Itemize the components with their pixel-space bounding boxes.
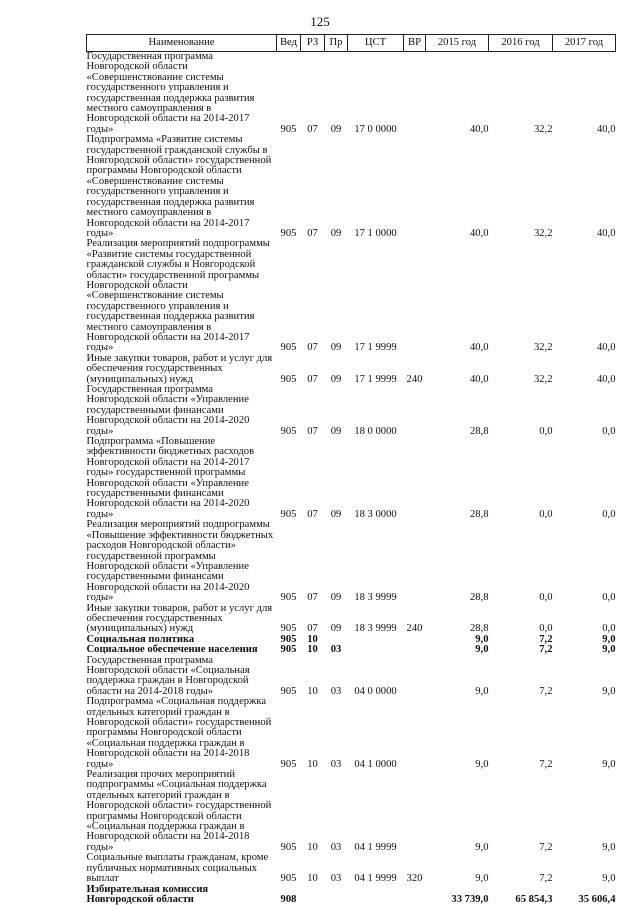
cell-vr (404, 239, 426, 353)
cell-name: Реализация прочих мероприятий подпрограммы «Социальная поддержка отдельных категорий граждан в Новгородской области» государственной программы Новгородской области «Социальная поддержка граждан в Новгородской области на 2014-2018 годы» (86, 769, 272, 853)
cell-cst: 18 3 9999 (354, 623, 397, 635)
table-row (87, 697, 616, 770)
cell-y2017: 35 606,4 (578, 893, 616, 905)
cell-y2017: 0,0 (602, 425, 616, 437)
cell-y2015: 40,0 (469, 342, 489, 354)
cell-cst: 18 0 0000 (354, 425, 397, 437)
cell-y2017: 40,0 (596, 373, 616, 385)
cell-name: Подпрограмма «Развитие системы государственной гражданской службы в Новгородской области» государственной программы Новгородской области «Совершенствование системы государственного управления и государственная поддержка развития местного самоуправления в Новгородской области на 2014-2017 годы» (86, 134, 272, 239)
cell-vr (404, 135, 426, 239)
cell-y2015: 40,0 (469, 373, 489, 385)
cell-pr: 03 (330, 758, 342, 770)
cell-y2015: 40,0 (469, 227, 489, 239)
cell-y2015: 28,8 (469, 425, 489, 437)
table-body (87, 52, 616, 905)
col-header-ved: Вед (277, 35, 301, 52)
cell-rz: 07 (307, 342, 318, 354)
cell-y2017: 40,0 (596, 342, 616, 354)
table-row (87, 52, 616, 136)
cell-ved: 905 (280, 685, 297, 697)
cell-y2015: 9,0 (475, 685, 489, 697)
cell-ved: 905 (280, 508, 297, 520)
cell-y2017: 9,0 (602, 758, 616, 770)
cell-rz: 10 (307, 685, 318, 697)
cell-vr: 240 (406, 623, 423, 635)
cell-name: Социальное обеспечение населения (86, 644, 258, 656)
cell-cst: 04 1 9999 (354, 841, 397, 853)
table-row (87, 770, 616, 853)
cell-name: Избирательная комиссия Новгородской области (86, 883, 209, 905)
cell-ved: 908 (280, 893, 297, 905)
table-row (87, 656, 616, 698)
cell-rz: 10 (307, 841, 318, 853)
cell-y2015: 28,8 (469, 592, 489, 604)
cell-y2015: 9,0 (475, 758, 489, 770)
cell-pr: 03 (330, 685, 342, 697)
cell-cst: 18 3 9999 (354, 592, 397, 604)
col-header-vr: ВР (404, 35, 426, 52)
col-header-name: Наименование (87, 35, 277, 52)
cell-y2017: 9,0 (602, 644, 616, 656)
cell-vr (404, 770, 426, 853)
cell-ved: 905 (280, 227, 297, 239)
cell-name: Иные закупки товаров, работ и услуг для обеспечения государственных (муниципальных) нужд (86, 602, 273, 635)
cell-rz: 07 (307, 623, 318, 635)
cell-cst: 04 0 0000 (354, 685, 397, 697)
cell-ved: 905 (280, 644, 297, 656)
cell-y2016: 32,2 (533, 227, 553, 239)
table-row (87, 135, 616, 239)
cell-vr: 240 (406, 373, 423, 385)
table-row (87, 385, 616, 437)
table-row (87, 853, 616, 884)
cell-pr: 09 (330, 373, 342, 385)
cell-pr: 09 (330, 508, 342, 520)
cell-name: Реализация мероприятий подпрограммы «Развитие системы государственной гражданской службы в Новгородской области» государственной программы Новгородской области «Совершенствование системы государственного управления и государственная поддержка развития местного самоуправления в Новгородской области на 2014-2017 годы» (86, 238, 270, 354)
cell-pr: 09 (330, 227, 342, 239)
cell-y2017: 0,0 (602, 592, 616, 604)
cell-y2016: 7,2 (539, 841, 553, 853)
cell-vr (404, 52, 426, 136)
cell-rz: 10 (307, 644, 318, 656)
cell-pr: 09 (330, 123, 342, 135)
cell-pr: 03 (330, 873, 342, 885)
cell-y2017: 9,0 (602, 633, 616, 645)
cell-ved: 905 (280, 758, 297, 770)
cell-rz: 10 (307, 758, 318, 770)
cell-y2016: 65 854,3 (515, 893, 553, 905)
col-header-2017: 2017 год (553, 35, 616, 52)
cell-y2016: 32,2 (533, 123, 553, 135)
cell-cst (348, 885, 404, 905)
cell-y2017: 9,0 (602, 873, 616, 885)
table-row (87, 604, 616, 635)
cell-rz: 07 (307, 227, 318, 239)
cell-name: Социальная политика (86, 633, 195, 645)
col-header-cst: ЦСТ (348, 35, 404, 52)
cell-rz: 10 (307, 873, 318, 885)
cell-ved: 905 (280, 873, 297, 885)
cell-cst: 04 1 0000 (354, 758, 397, 770)
cell-y2017: 0,0 (602, 508, 616, 520)
cell-pr: 09 (330, 342, 342, 354)
cell-pr: 09 (330, 623, 342, 635)
cell-ved: 905 (280, 592, 297, 604)
col-header-2016: 2016 год (489, 35, 553, 52)
cell-pr: 09 (330, 592, 342, 604)
col-header-2015: 2015 год (426, 35, 489, 52)
cell-y2017: 0,0 (602, 623, 616, 635)
cell-ved: 905 (280, 841, 297, 853)
cell-y2017: 9,0 (602, 841, 616, 853)
cell-vr (404, 645, 426, 655)
table-row (87, 520, 616, 603)
cell-vr (404, 697, 426, 770)
cell-vr (404, 885, 426, 905)
cell-y2015: 9,0 (475, 633, 489, 645)
cell-y2017: 40,0 (596, 227, 616, 239)
cell-y2016: 32,2 (533, 373, 553, 385)
cell-rz: 07 (307, 592, 318, 604)
cell-y2015: 28,8 (469, 623, 489, 635)
cell-rz: 07 (307, 123, 318, 135)
table-row (87, 437, 616, 520)
cell-y2015: 40,0 (469, 123, 489, 135)
cell-ved: 905 (280, 425, 297, 437)
cell-y2015: 9,0 (475, 644, 489, 656)
cell-y2015: 9,0 (475, 841, 489, 853)
table-row (87, 645, 616, 655)
cell-name: Иные закупки товаров, работ и услуг для обеспечения государственных (муниципальных) нужд (86, 352, 273, 385)
cell-y2017: 40,0 (596, 123, 616, 135)
cell-ved: 905 (280, 623, 297, 635)
cell-cst: 17 1 0000 (354, 227, 397, 239)
cell-y2016: 0,0 (539, 623, 553, 635)
cell-cst (348, 645, 404, 655)
cell-y2016: 7,2 (539, 685, 553, 697)
cell-y2016: 0,0 (539, 425, 553, 437)
table-row (87, 239, 616, 353)
cell-ved: 905 (280, 373, 297, 385)
cell-cst: 17 1 9999 (354, 373, 397, 385)
cell-name: Государственная программа Новгородской области «Социальная поддержка граждан в Новгородской области на 2014-2018 годы» (86, 654, 250, 697)
cell-rz: 10 (307, 633, 318, 645)
cell-vr (404, 656, 426, 698)
budget-table (86, 34, 616, 905)
cell-ved: 905 (280, 123, 297, 135)
cell-vr: 320 (406, 873, 423, 885)
cell-name: Государственная программа Новгородской области «Управление государственными финансами Новгородской области на 2014-2020 годы» (86, 384, 250, 437)
cell-vr (404, 437, 426, 520)
table-row (87, 354, 616, 385)
cell-y2016: 0,0 (539, 592, 553, 604)
page-number: 125 (310, 14, 330, 29)
cell-pr: 03 (330, 644, 342, 656)
cell-name: Государственная программа Новгородской области «Совершенствование системы государственного управления и государственная поддержка развития местного самоуправления в Новгородской области на 2014-2017 годы» (86, 51, 255, 135)
cell-cst: 18 3 0000 (354, 508, 397, 520)
cell-y2016: 7,2 (539, 873, 553, 885)
cell-name: Социальные выплаты гражданам, кроме публичных нормативных социальных выплат (86, 852, 269, 885)
cell-y2016: 0,0 (539, 508, 553, 520)
cell-vr (404, 520, 426, 603)
cell-y2015: 28,8 (469, 508, 489, 520)
table-header (87, 35, 616, 52)
cell-rz: 07 (307, 425, 318, 437)
cell-y2016: 7,2 (539, 644, 553, 656)
cell-pr: 03 (330, 841, 342, 853)
cell-pr: 09 (330, 425, 342, 437)
cell-y2016: 7,2 (539, 633, 553, 645)
cell-pr (325, 885, 348, 905)
cell-y2016: 7,2 (539, 758, 553, 770)
cell-vr (404, 635, 426, 645)
cell-rz: 07 (307, 373, 318, 385)
cell-cst: 04 1 9999 (354, 873, 397, 885)
cell-name: Подпрограмма «Социальная поддержка отдельных категорий граждан в Новгородской области» государственной программы Новгородской области «Социальная поддержка граждан в Новгородской области на 2014-2018 годы» (86, 696, 272, 770)
cell-name: Реализация мероприятий подпрограммы «Повышение эффективности бюджетных расходов Новгородской области» государственной программы Новгородской области «Управление государственными финансами Новгородской области на 2014-2020 годы» (86, 519, 274, 604)
cell-y2015: 33 739,0 (451, 893, 489, 905)
cell-cst: 17 1 9999 (354, 342, 397, 354)
cell-cst: 17 0 0000 (354, 123, 397, 135)
cell-y2016: 32,2 (533, 342, 553, 354)
cell-ved: 905 (280, 342, 297, 354)
col-header-rz: РЗ (301, 35, 325, 52)
cell-y2015: 9,0 (475, 873, 489, 885)
table-row (87, 885, 616, 905)
cell-rz: 07 (307, 508, 318, 520)
cell-vr (404, 385, 426, 437)
header-row (87, 35, 616, 52)
cell-y2017: 9,0 (602, 685, 616, 697)
cell-ved: 905 (280, 633, 297, 645)
cell-cst (348, 635, 404, 645)
cell-rz (301, 885, 325, 905)
col-header-pr: Пр (325, 35, 348, 52)
cell-name: Подпрограмма «Повышение эффективности бюджетных расходов Новгородской области на 2014-2017 годы» государственной программы Новгородской области «Управление государственными финансами Новгородской области на 2014-2020 годы» (86, 436, 255, 520)
